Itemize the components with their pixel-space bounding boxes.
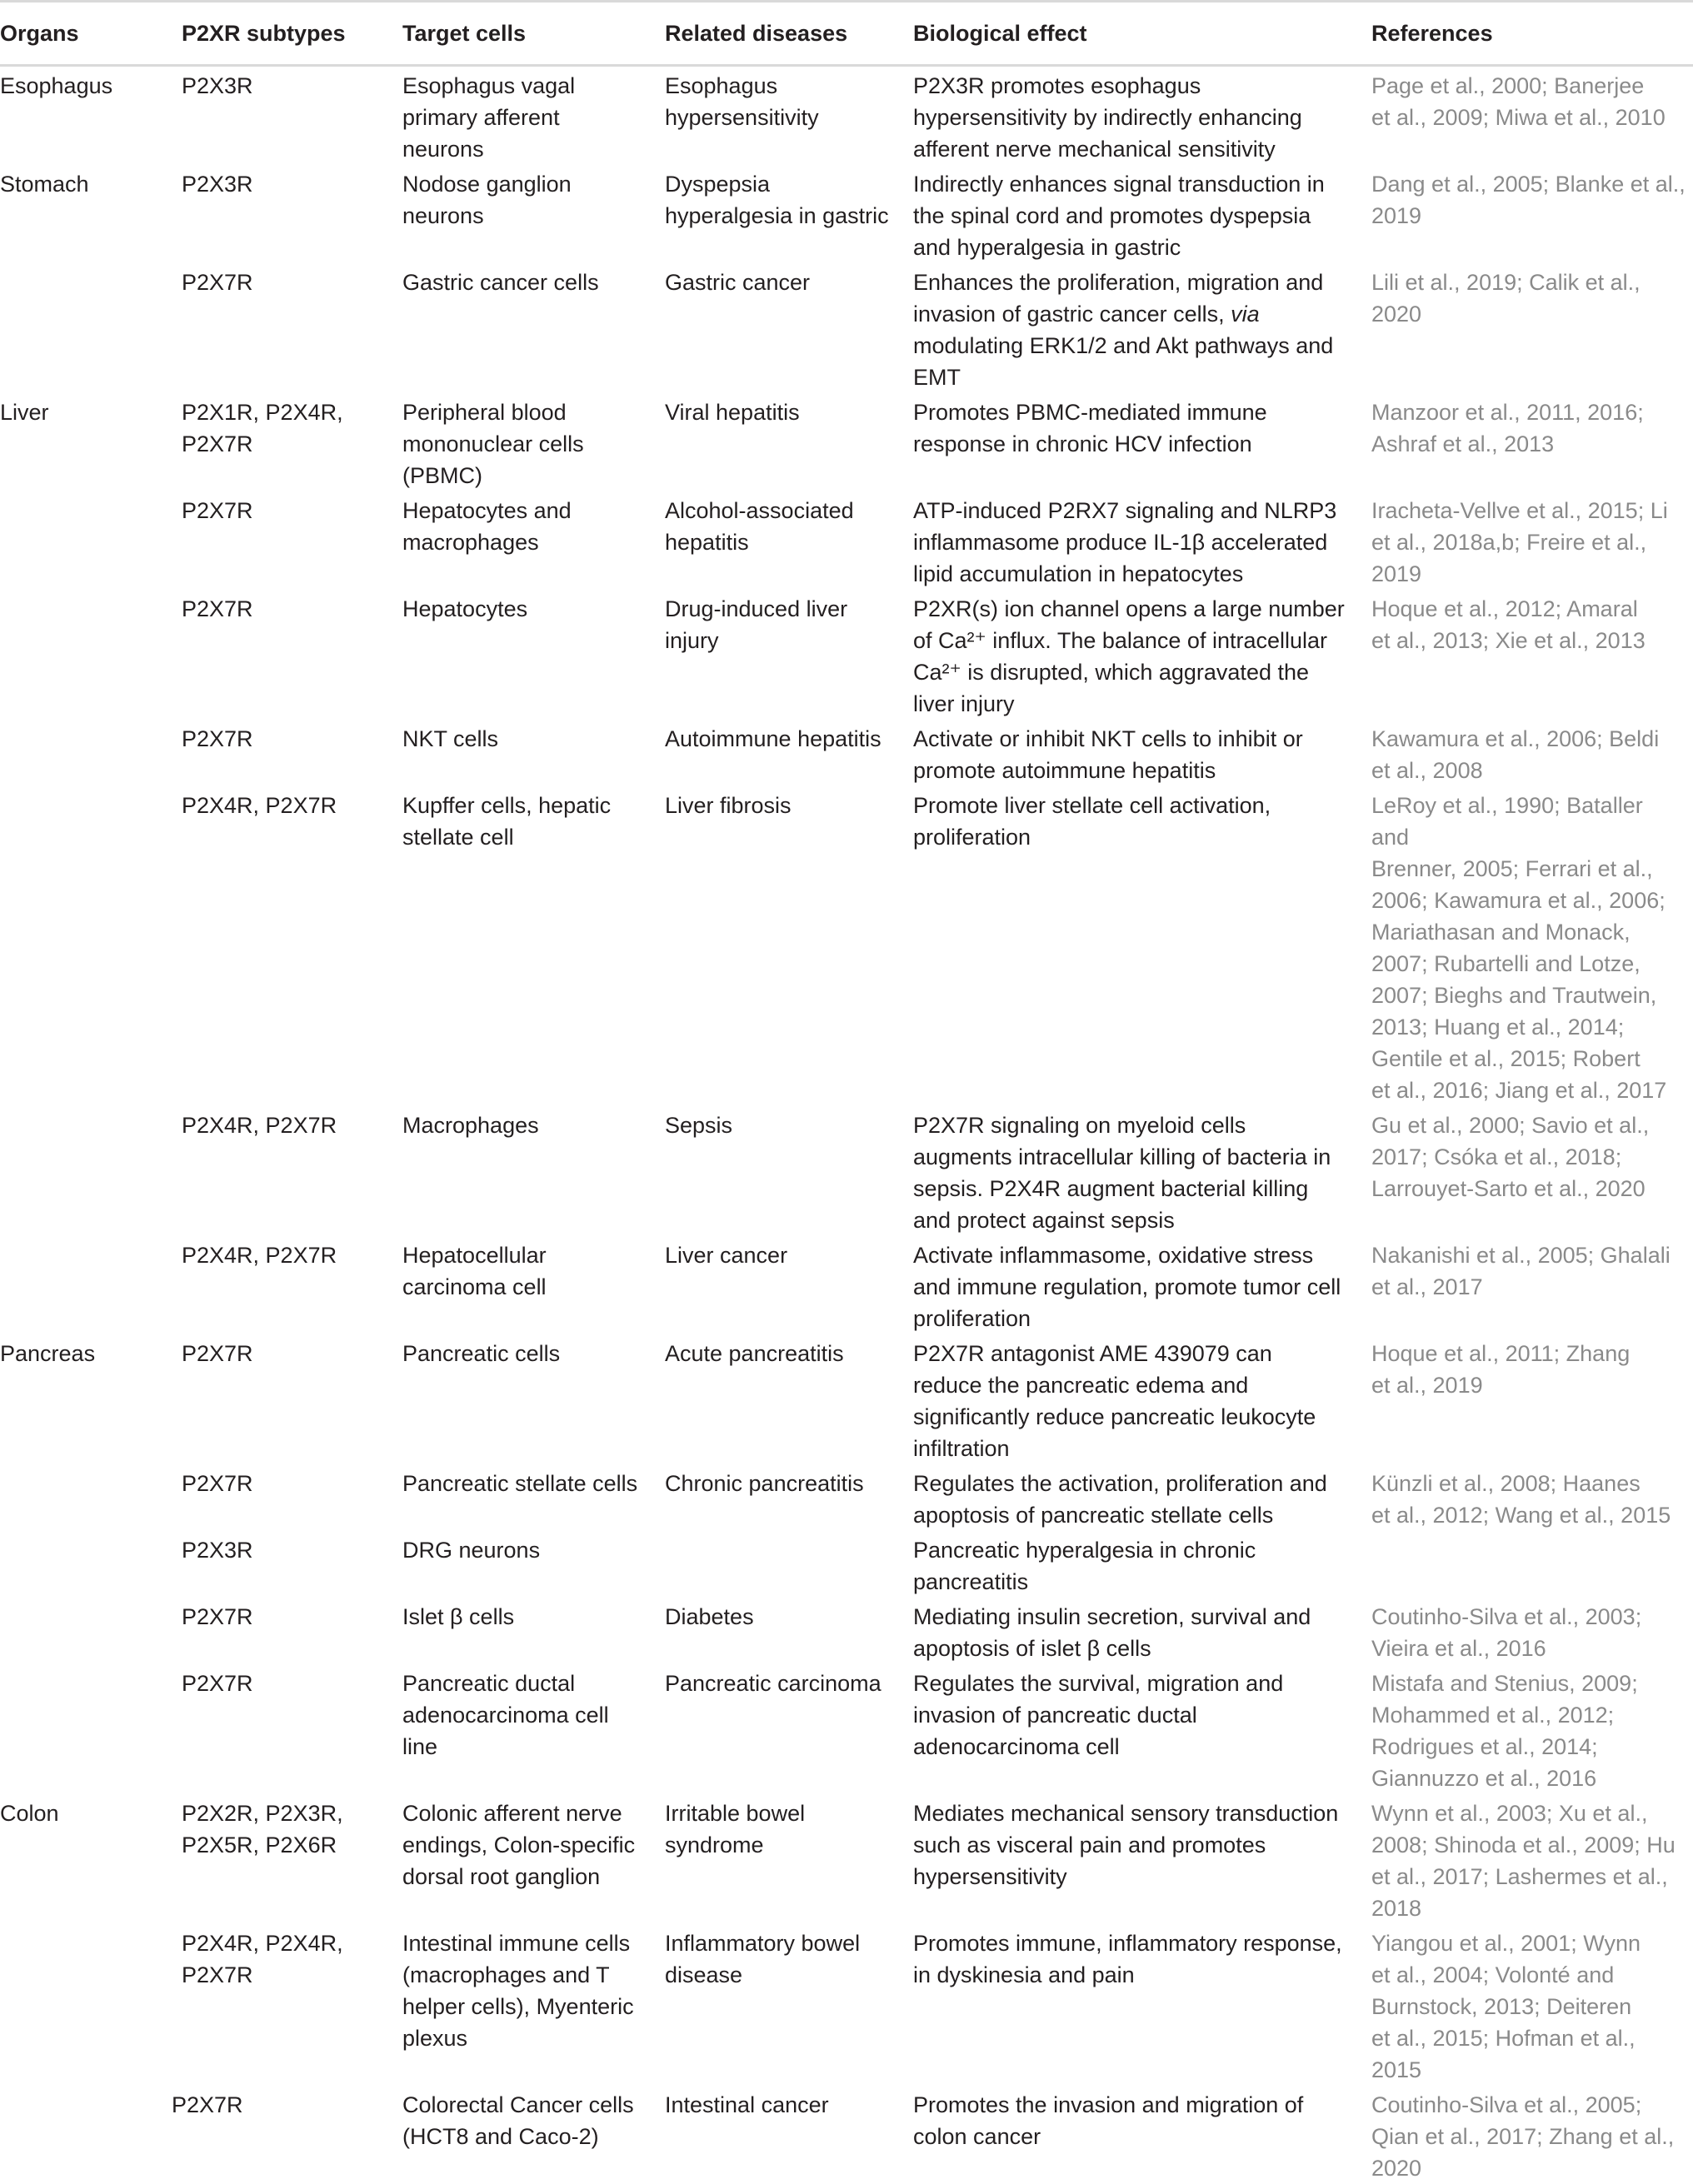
header-related-diseases: Related diseases [665,2,913,66]
organ-cell [0,590,182,720]
effect-cell: Regulates the activation, proliferation and apoptosis of pancreatic stellate cells [913,1464,1371,1531]
organ-cell [0,1236,182,1334]
target-cells-cell: NKT cells [402,720,665,786]
effect-cell: Mediates mechanical sensory transduction such as visceral pain and promotes hypersensitivity [913,1794,1371,1924]
table-row [0,1924,1693,2086]
target-cells-cell: Peripheral blood mononuclear cells (PBMC) [402,393,665,491]
table-row [0,491,1693,590]
effect-cell: Promotes PBMC-mediated immune response in chronic HCV infection [913,393,1371,491]
target-cells-cell: Pancreatic ductal adenocarcinoma cell line [402,1664,665,1794]
subtypes-cell: P2X1R, P2X4R, P2X7R [182,393,402,491]
subtypes-cell: P2X7R [172,2086,392,2184]
organ-cell [0,1531,182,1598]
subtypes-cell: P2X4R, P2X7R [182,1106,402,1236]
table-row [0,2086,1693,2184]
target-cells-cell: Macrophages [402,1106,665,1236]
references-cell: Yiangou et al., 2001; Wynn et al., 2004; Volonté and Burnstock, 2013; Deiteren et al., 2015; Hofman et al., 2015 [1371,1924,1693,2086]
disease-cell: Pancreatic carcinoma [665,1664,913,1794]
organ-cell [0,720,182,786]
subtypes-cell: P2X7R [182,1464,402,1531]
disease-cell: Sepsis [665,1106,913,1236]
effect-cell: Promote liver stellate cell activation, proliferation [913,786,1371,1106]
target-cells-cell: Kupffer cells, hepatic stellate cell [402,786,665,1106]
subtypes-cell: P2X4R, P2X7R [182,786,402,1106]
disease-cell: Irritable bowel syndrome [665,1794,913,1924]
organ-cell: Stomach [0,165,182,263]
header-subtypes: P2XR subtypes [182,2,402,66]
target-cells-cell: Esophagus vagal primary afferent neurons [402,66,665,166]
subtypes-cell: P2X7R [182,491,402,590]
organ-cell [0,1464,182,1531]
table-row [0,263,1693,393]
table-body [0,66,1693,2184]
organ-cell: Esophagus [0,66,182,166]
target-cells-cell: Colonic afferent nerve endings, Colon-specific dorsal root ganglion [402,1794,665,1924]
header-row [0,2,1693,66]
references-cell: Hoque et al., 2011; Zhang et al., 2019 [1371,1334,1693,1464]
references-cell: Gu et al., 2000; Savio et al., 2017; Csóka et al., 2018; Larrouyet-Sarto et al., 2020 [1371,1106,1693,1236]
disease-cell: Esophagus hypersensitivity [665,66,913,166]
subtypes-cell: P2X7R [182,720,402,786]
disease-cell: Alcohol-associated hepatitis [665,491,913,590]
target-cells-cell: Islet β cells [402,1598,665,1664]
disease-cell: Autoimmune hepatitis [665,720,913,786]
references-cell: Manzoor et al., 2011, 2016; Ashraf et al., 2013 [1371,393,1693,491]
subtypes-cell: P2X3R [182,165,402,263]
effect-cell: Activate or inhibit NKT cells to inhibit or promote autoimmune hepatitis [913,720,1371,786]
references-cell: Künzli et al., 2008; Haanes et al., 2012; Wang et al., 2015 [1371,1464,1693,1531]
organ-cell [0,1924,182,2086]
table-row [0,590,1693,720]
references-cell: Dang et al., 2005; Blanke et al., 2019 [1371,165,1693,263]
disease-cell: Dyspepsia hyperalgesia in gastric [665,165,913,263]
references-cell: Coutinho-Silva et al., 2003; Vieira et al., 2016 [1371,1598,1693,1664]
effect-cell: Activate inflammasome, oxidative stress and immune regulation, promote tumor cell proliferation [913,1236,1371,1334]
table-row [0,1598,1693,1664]
references-cell: Mistafa and Stenius, 2009; Mohammed et al., 2012; Rodrigues et al., 2014; Giannuzzo et al., 2016 [1371,1664,1693,1794]
organ-cell [0,1106,182,1236]
organ-cell [0,1598,182,1664]
effect-cell: Pancreatic hyperalgesia in chronic pancreatitis [913,1531,1371,1598]
table-row [0,1531,1693,1598]
table-row [0,720,1693,786]
disease-cell: Chronic pancreatitis [665,1464,913,1531]
effect-cell: P2XR(s) ion channel opens a large number of Ca²⁺ influx. The balance of intracellular Ca²⁺ is disrupted, which aggravated the liver injury [913,590,1371,720]
references-cell: Hoque et al., 2012; Amaral et al., 2013; Xie et al., 2013 [1371,590,1693,720]
references-cell: Wynn et al., 2003; Xu et al., 2008; Shinoda et al., 2009; Hu et al., 2017; Lashermes et al., 2018 [1371,1794,1693,1924]
effect-cell: Enhances the proliferation, migration and invasion of gastric cancer cells, via modulating ERK1/2 and Akt pathways and EMT [913,263,1371,393]
target-cells-cell: Hepatocytes and macrophages [402,491,665,590]
disease-cell: Gastric cancer [665,263,913,393]
disease-cell: Intestinal cancer [665,2086,913,2184]
references-cell: Coutinho-Silva et al., 2005; Qian et al., 2017; Zhang et al., 2020 [1371,2086,1693,2184]
organ-cell [0,263,182,393]
target-cells-cell: Colorectal Cancer cells (HCT8 and Caco-2) [402,2086,665,2184]
table-row [0,1464,1693,1531]
table-row [0,66,1693,166]
header-organs: Organs [0,2,182,66]
table-row [0,1106,1693,1236]
effect-cell: Indirectly enhances signal transduction in the spinal cord and promotes dyspepsia and hyperalgesia in gastric [913,165,1371,263]
references-cell [1371,1531,1693,1598]
organ-cell [0,491,182,590]
effect-cell: P2X3R promotes esophagus hypersensitivity by indirectly enhancing afferent nerve mechanical sensitivity [913,66,1371,166]
target-cells-cell: Hepatocytes [402,590,665,720]
subtypes-cell: P2X7R [182,1334,402,1464]
references-cell: Kawamura et al., 2006; Beldi et al., 2008 [1371,720,1693,786]
table-row [0,1664,1693,1794]
references-cell: Page et al., 2000; Banerjee et al., 2009; Miwa et al., 2010 [1371,66,1693,166]
table-row [0,1334,1693,1464]
table-row [0,1236,1693,1334]
table-row [0,1794,1693,1924]
target-cells-cell: Nodose ganglion neurons [402,165,665,263]
target-cells-cell: Pancreatic cells [402,1334,665,1464]
disease-cell: Acute pancreatitis [665,1334,913,1464]
references-cell: LeRoy et al., 1990; Bataller and Brenner, 2005; Ferrari et al., 2006; Kawamura et al., 2006; Mariathasan and Monack, 2007; Rubartelli and Lotze, 2007; Bieghs and Trautwein, 2013; Huang et al., 2014; Gentile et al., 2015; Robert et al., 2016; Jiang et al., 2017 [1371,786,1693,1106]
organ-cell: Pancreas [0,1334,182,1464]
disease-cell: Viral hepatitis [665,393,913,491]
disease-cell: Drug-induced liver injury [665,590,913,720]
header-biological-effect: Biological effect [913,2,1371,66]
organ-cell: Colon [0,1794,182,1924]
target-cells-cell: DRG neurons [402,1531,665,1598]
table-row [0,393,1693,491]
target-cells-cell: Hepatocellular carcinoma cell [402,1236,665,1334]
subtypes-cell: P2X7R [182,590,402,720]
effect-cell: Promotes the invasion and migration of colon cancer [913,2086,1371,2184]
table-row [0,786,1693,1106]
italic-via: via [1231,302,1260,327]
references-cell: Lili et al., 2019; Calik et al., 2020 [1371,263,1693,393]
subtypes-cell: P2X3R [182,1531,402,1598]
subtypes-cell: P2X7R [182,1664,402,1794]
organ-cell [0,1664,182,1794]
effect-cell: Promotes immune, inflammatory response, in dyskinesia and pain [913,1924,1371,2086]
effect-cell: Mediating insulin secretion, survival and apoptosis of islet β cells [913,1598,1371,1664]
subtypes-cell: P2X3R [182,66,402,166]
target-cells-cell: Pancreatic stellate cells [402,1464,665,1531]
effect-cell: P2X7R antagonist AME 439079 can reduce the pancreatic edema and significantly reduce pancreatic leukocyte infiltration [913,1334,1371,1464]
disease-cell: Inflammatory bowel disease [665,1924,913,2086]
header-target-cells: Target cells [402,2,665,66]
target-cells-cell: Gastric cancer cells [402,263,665,393]
organ-cell [0,786,182,1106]
disease-cell: Diabetes [665,1598,913,1664]
organ-cell: Liver [0,393,182,491]
subtypes-cell: P2X2R, P2X3R, P2X5R, P2X6R [182,1794,402,1924]
references-cell: Nakanishi et al., 2005; Ghalali et al., 2017 [1371,1236,1693,1334]
subtypes-cell: P2X7R [182,263,402,393]
disease-cell [665,1531,913,1598]
effect-cell: Regulates the survival, migration and invasion of pancreatic ductal adenocarcinoma cell [913,1664,1371,1794]
target-cells-cell: Intestinal immune cells (macrophages and T helper cells), Myenteric plexus [402,1924,665,2086]
subtypes-cell: P2X4R, P2X7R [182,1236,402,1334]
references-cell: Iracheta-Vellve et al., 2015; Li et al., 2018a,b; Freire et al., 2019 [1371,491,1693,590]
disease-cell: Liver cancer [665,1236,913,1334]
effect-cell: P2X7R signaling on myeloid cells augments intracellular killing of bacteria in sepsis. P2X4R augment bacterial killing and protect against sepsis [913,1106,1371,1236]
organ-cell [0,2086,182,2184]
subtypes-cell: P2X4R, P2X4R, P2X7R [182,1924,402,2086]
effect-cell: ATP-induced P2RX7 signaling and NLRP3 inflammasome produce IL-1β accelerated lipid accumulation in hepatocytes [913,491,1371,590]
disease-cell: Liver fibrosis [665,786,913,1106]
header-references: References [1371,2,1693,66]
subtypes-cell: P2X7R [182,1598,402,1664]
table-header [0,2,1693,66]
table-row [0,165,1693,263]
